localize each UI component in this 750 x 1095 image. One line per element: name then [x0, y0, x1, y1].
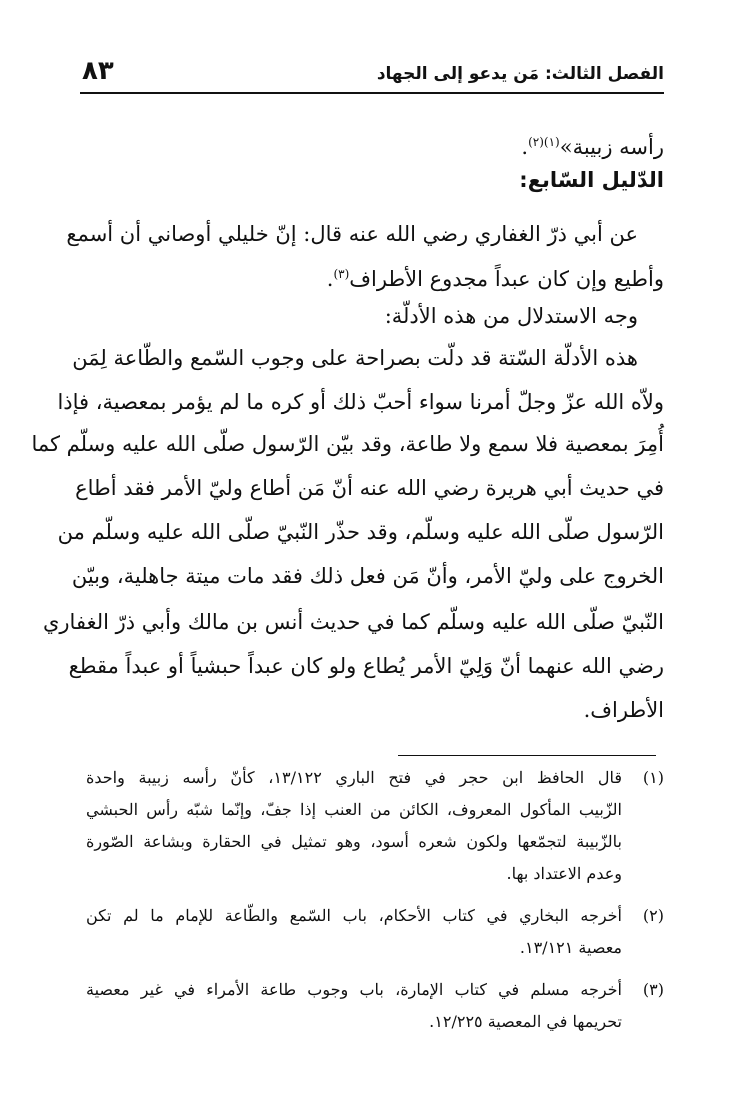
paragraph-line: في حديث أبي هريرة رضي الله عنه أنّ مَن أطاع وليّ الأمر فقد أطاع [75, 476, 664, 500]
footnote-line: تحريمها في المعصية ١٢/٢٢٥. [429, 1012, 622, 1031]
footnote-number: (٣) [642, 980, 664, 999]
footnote-number: (١) [642, 768, 664, 787]
footnote-ref: (٣) [333, 267, 350, 281]
hadith-line-1: عن أبي ذرّ الغفاري رضي الله عنه قال: إنّ خليلي أوصاني أن أسمع [66, 222, 638, 246]
page-number: ٨٣ [82, 56, 114, 86]
hadith-end: . [326, 267, 334, 291]
footnote-line: معصية ١٣/١٢١. [519, 938, 622, 957]
paragraph-line: النّبيّ صلّى الله عليه وسلّم كما في حديث أنس بن مالك وأبي ذرّ الغفاري [42, 610, 664, 634]
paragraph-line: ولاّه الله عزّ وجلّ أمرنا سواء أحبّ ذلك أو كره ما لم يؤمر بمعصية، فإذا [57, 390, 664, 414]
footnote-line: وعدم الاعتداد بها. [506, 864, 622, 883]
intro-line [86, 122, 664, 162]
footnote-number: (٢) [642, 906, 664, 925]
footnote-separator [398, 755, 656, 756]
section-heading: الدّليل السّابع: [519, 168, 664, 192]
paragraph-line: أُمِرَ بمعصية فلا سمع ولا طاعة، وقد بيّن الرّسول صلّى الله عليه وسلّم كما [31, 432, 664, 456]
paragraph-line: الأطراف. [583, 698, 664, 722]
intro-text: رأسه زبيبة» [559, 135, 664, 159]
paragraph-line: هذه الأدلّة السّتة قد دلّت بصراحة على وجوب السّمع والطّاعة لِمَن [72, 346, 638, 370]
argument-heading: وجه الاستدلال من هذه الأدلّة: [384, 304, 638, 328]
chapter-title: الفصل الثالث: مَن يدعو إلى الجهاد [376, 64, 664, 84]
footnote-2 [86, 900, 664, 966]
hadith-line-2 [86, 254, 664, 294]
paragraph-line: الرّسول صلّى الله عليه وسلّم، وقد حذّر النّبيّ صلّى الله عليه وسلّم من [57, 520, 664, 544]
footnote-line: الزّبيب المأكول المعروف، الكائن من العنب إذا جفّ، وإنّما شبّه رأس الحبشي [86, 800, 622, 819]
running-header [80, 52, 664, 94]
footnote-line: قال الحافظ ابن حجر في فتح الباري ١٣/١٢٢، كأنّ رأسه زبيبة واحدة [86, 768, 623, 787]
footnote-line: بالزّبيبة لتجمّعها ولكون شعره أسود، وهو تمثيل في الحقارة وبشاعة الصّورة [86, 832, 622, 851]
footnote-line: أخرجه البخاري في كتاب الأحكام، باب السّمع والطّاعة للإمام ما لم تكن [86, 906, 622, 925]
footnote-ref: (١)(٢) [528, 135, 560, 149]
intro-end: . [521, 135, 529, 159]
paragraph-line: الخروج على وليّ الأمر، وأنّ مَن فعل ذلك فقد مات ميتة جاهلية، وبيّن [71, 564, 664, 588]
footnote-3 [86, 974, 664, 1040]
paragraph-line: رضي الله عنهما أنّ وَلِيّ الأمر يُطاع ولو كان عبداً حبشياً أو عبداً مقطع [68, 654, 664, 678]
hadith-text: وأطيع وإن كان عبداً مجدوع الأطراف [349, 267, 664, 291]
footnote-line: أخرجه مسلم في كتاب الإمارة، باب وجوب طاعة الأمراء في غير معصية [86, 980, 622, 999]
footnote-1 [86, 762, 664, 892]
